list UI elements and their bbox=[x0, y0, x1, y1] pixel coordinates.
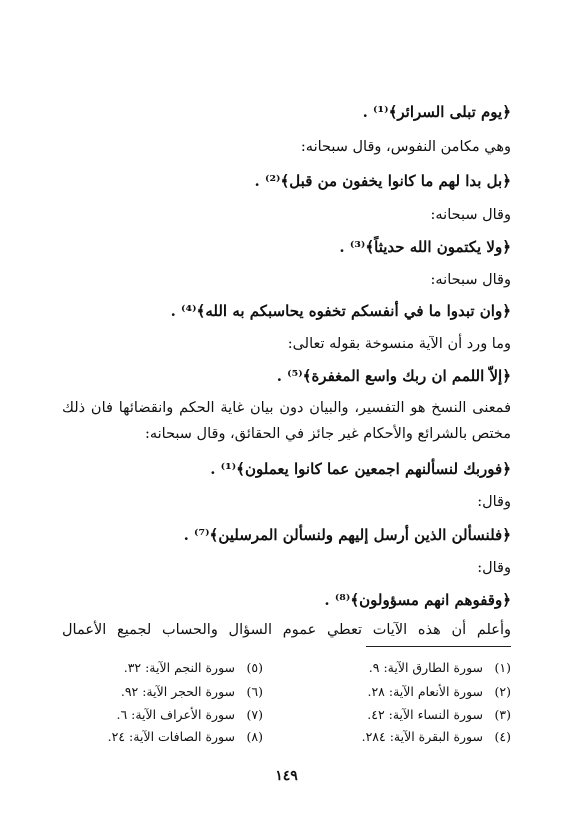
footnote-number: (٥) bbox=[246, 660, 263, 675]
verse-line: ﴿فلنسألن الذين أرسل إليهم ولنسألن المرسلين﴾⁽⁷⁾ . bbox=[183, 526, 511, 544]
footnote bbox=[369, 660, 511, 676]
text-line: وقال سبحانه: bbox=[430, 207, 511, 223]
footnote bbox=[116, 707, 263, 723]
footnote-number: (١) bbox=[494, 660, 511, 675]
footnote bbox=[108, 729, 263, 745]
verse-line: ﴿إلاّ اللمم ان ربك واسع المغفرة﴾⁽⁵⁾ . bbox=[276, 367, 511, 385]
footnote-number: (٢) bbox=[494, 684, 511, 699]
text-line: وما ورد أن الآية منسوخة بقوله تعالى: bbox=[287, 336, 511, 352]
footnote bbox=[367, 707, 511, 723]
footnote-text: سورة النجم الآية: ٣٢. bbox=[123, 660, 235, 675]
footnote bbox=[121, 684, 263, 700]
text-line: مختص بالشرائع والأحكام غير جائز في الحقائق، وقال سبحانه: bbox=[144, 426, 511, 442]
footnote-text: سورة الأعراف الآية: ٦. bbox=[116, 707, 235, 722]
text-line: وهي مكامن النفوس، وقال سبحانه: bbox=[300, 139, 511, 155]
text-line: وقال: bbox=[477, 560, 511, 576]
verse-line: ﴿وان تبدوا ما في أنفسكم تخفوه يحاسبكم به الله﴾⁽⁴⁾ . bbox=[170, 302, 511, 320]
footnote-separator bbox=[366, 646, 511, 647]
verse-line: ﴿ولا يكتمون الله حديثاً﴾⁽³⁾ . bbox=[339, 238, 511, 256]
verse-line: ﴿وقفوهم انهم مسؤولون﴾⁽⁸⁾ . bbox=[324, 591, 511, 609]
verse-line: ﴿فوربك لنسألنهم اجمعين عما كانوا يعملون﴾⁽¹⁾ . bbox=[210, 460, 511, 478]
footnote-text: سورة الصافات الآية: ٢٤. bbox=[107, 729, 235, 744]
footnote bbox=[124, 660, 263, 676]
footnote-number: (٤) bbox=[494, 729, 511, 744]
page-number: ١٤٩ bbox=[275, 768, 298, 784]
footnote-number: (٣) bbox=[494, 707, 511, 722]
footnote-number: (٧) bbox=[246, 707, 263, 722]
footnote-text: سورة البقرة الآية: ٢٨٤. bbox=[361, 729, 483, 744]
text-line: وقال سبحانه: bbox=[430, 272, 511, 288]
footnote bbox=[362, 729, 511, 745]
text-line: وأعلم أن هذه الآيات تعطي عموم السؤال والحساب لجميع الأعمال bbox=[62, 622, 511, 638]
text-line: وقال: bbox=[477, 494, 511, 510]
footnote-text: سورة النساء الآية: ٤٢. bbox=[367, 707, 483, 722]
footnote bbox=[367, 684, 511, 700]
footnote-number: (٦) bbox=[246, 684, 263, 699]
text-line: فمعنى النسخ هو التفسير، والبيان دون بيان غاية الحكم وانقضائها فان ذلك bbox=[62, 400, 511, 416]
footnote-text: سورة الأنعام الآية: ٢٨. bbox=[367, 684, 483, 699]
footnote-text: سورة الحجر الآية: ٩٢. bbox=[120, 684, 235, 699]
footnote-number: (٨) bbox=[246, 729, 263, 744]
verse-line: ﴿بل بدا لهم ما كانوا يخفون من قبل﴾⁽²⁾ . bbox=[254, 172, 511, 190]
footnote-text: سورة الطارق الآية: ٩. bbox=[368, 660, 483, 675]
verse-line: ﴿يوم تبلى السرائر﴾⁽¹⁾ . bbox=[362, 103, 511, 121]
